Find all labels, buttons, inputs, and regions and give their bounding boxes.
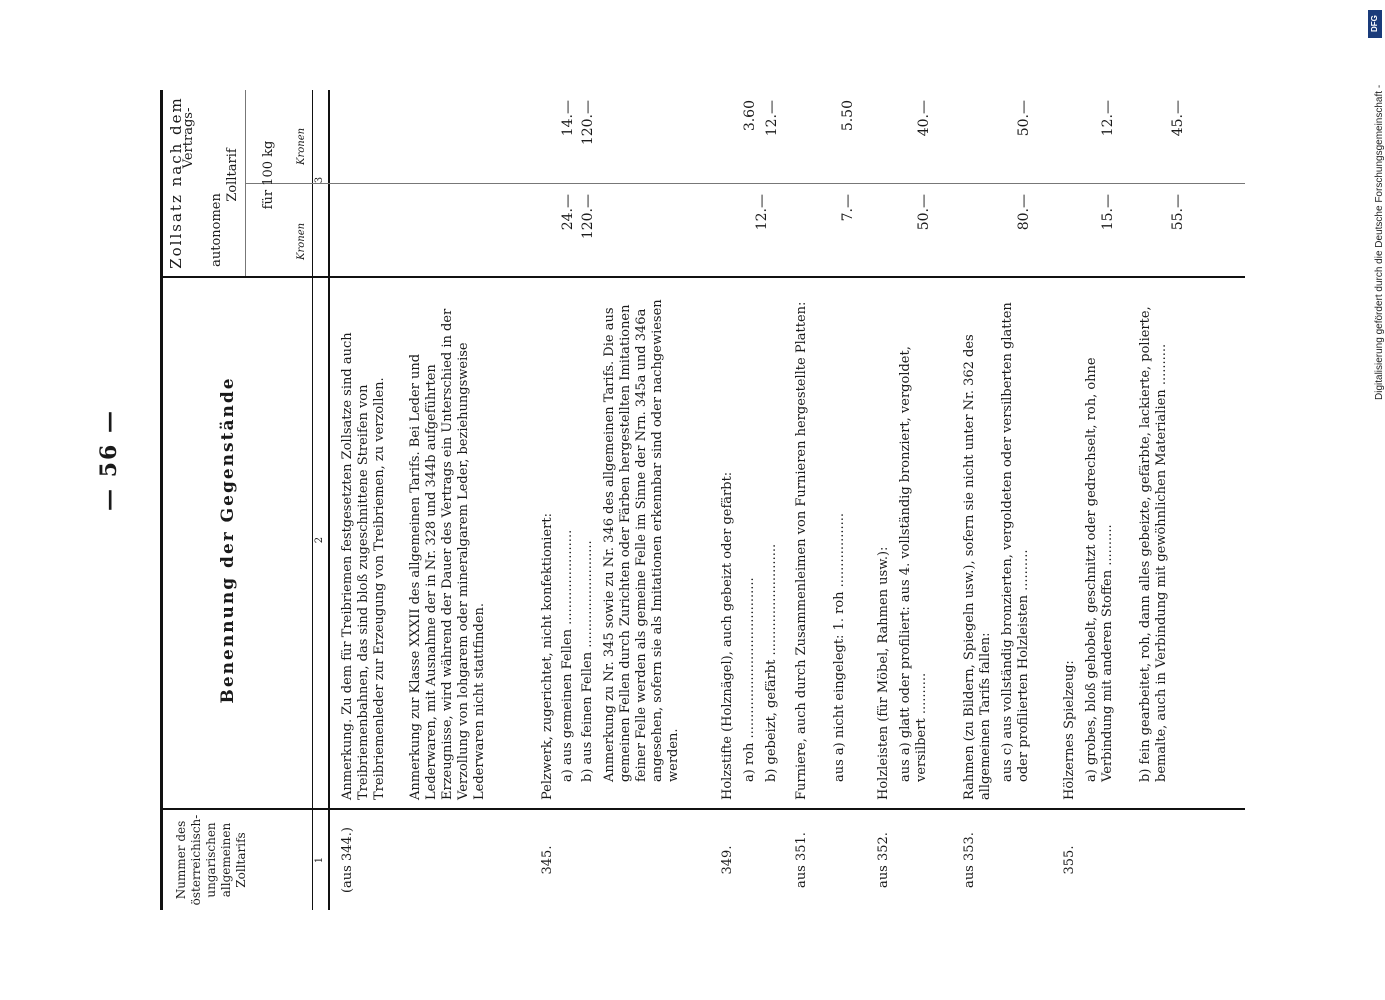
unit-kronen-treaty: Kronen xyxy=(296,127,307,165)
row-number: 355. xyxy=(1062,845,1077,875)
row-text: Hölzernes Spielzeug: xyxy=(1062,660,1077,800)
row-auto-value: 80.— xyxy=(1016,194,1032,231)
unit-kronen-autonomous: Kronen xyxy=(296,222,307,260)
row-treaty-value: 120.— xyxy=(580,100,596,146)
header-col3-treaty: Vertrags- xyxy=(181,107,196,169)
row-treaty-value: 45.— xyxy=(1170,100,1186,137)
row-text: aus a) nicht eingelegt: 1. roh .................. xyxy=(832,512,847,782)
row-text: Anmerkung zur Klasse XXXII des allgemeinen Tarifs. Bei Leder und Lederwaren, mit Ausnahme der in Nr. 328 und 344b aufgeführten Erzeugnisse, wird während der Dauer des Vertrags ein Unterschied in der Verzollung von lohgarem oder mineralgarem Leder, beziehungsweise Lederwaren nicht stattfinden. xyxy=(408,308,487,800)
header-bottom-rule xyxy=(312,90,313,910)
table-top-rule xyxy=(160,90,163,910)
row-text: b) aus feinen Fellen .......................... xyxy=(580,540,595,782)
row-number: aus 352. xyxy=(876,832,891,888)
col-rule-3 xyxy=(245,183,1245,184)
row-treaty-value: 14.— xyxy=(560,100,576,137)
digitization-credit: Digitalisierung gefördert durch die Deutsche Forschungsgemeinschaft - xyxy=(1374,84,1385,400)
header-col3-per: für 100 kg xyxy=(261,140,276,210)
header-col3-tariff: Zolltarif xyxy=(225,148,240,202)
header-col3-autonomous: autonomen xyxy=(209,193,224,267)
col-rule-1 xyxy=(160,808,1245,810)
row-text: a) aus gemeinen Fellen ....................... xyxy=(560,529,575,782)
row-treaty-value: 50.— xyxy=(1016,100,1032,137)
colnum-1: 1 xyxy=(314,856,325,864)
row-text: Holzleisten (für Möbel, Rahmen usw.): xyxy=(876,546,891,800)
dfg-badge: DFG xyxy=(1368,10,1382,38)
row-text: Holzstifte (Holznägel), auch gebeizt oder gefärbt: xyxy=(720,471,735,800)
row-text: a) roh ....................................... xyxy=(742,577,757,782)
colnum-2: 2 xyxy=(314,536,325,544)
row-number: aus 353. xyxy=(962,832,977,888)
row-number: aus 351. xyxy=(794,832,809,888)
row-auto-value: 12.— xyxy=(754,194,770,231)
page-number: — 56 — xyxy=(96,409,122,511)
row-text: Anmerkung. Zu dem für Treibriemen festgesetzten Zollsatze sind auch Treibriemenbahnen, das sind bloß zugeschnittene Streifen von Treibriemenleder zur Erzeugung von Treibriemen, zu verzollen. xyxy=(340,332,387,800)
row-number: (aus 344.) xyxy=(340,827,355,894)
row-auto-value: 50.— xyxy=(916,194,932,231)
row-number: 349. xyxy=(720,845,735,875)
row-auto-value: 24.— xyxy=(560,194,576,231)
row-text: aus c) aus vollständig bronzierten, vergoldeten oder versilberten glatten oder profilierten Holzleisten .......... xyxy=(1000,302,1031,782)
row-treaty-value: 12.— xyxy=(1100,100,1116,137)
row-text: a) grobes, bloß gehobelt, geschnitzt oder gedrechselt, roh, ohne Verbindung mit anderen Stoffen .......... xyxy=(1084,357,1115,782)
colnum-bottom-rule xyxy=(328,90,330,910)
row-text: Pelzwerk, zugerichtet, nicht konfektioniert: xyxy=(540,513,555,800)
col-rule-2 xyxy=(160,276,1245,278)
row-treaty-value: 5.50 xyxy=(840,100,856,132)
row-auto-value: 15.— xyxy=(1100,194,1116,231)
header-col2: Benennung der Gegenstände xyxy=(218,376,238,704)
row-treaty-value: 12.— xyxy=(764,100,780,137)
colnum-3: 3 xyxy=(314,176,325,184)
row-text: aus a) glatt oder profiliert: aus 4. vollständig bronziert, vergoldet, versilbert .......... xyxy=(898,346,929,782)
row-text: Furniere, auch durch Zusammenleimen von Furnieren hergestellte Platten: xyxy=(794,301,809,800)
row-text: b) gebeizt, gefärbt ........................... xyxy=(764,543,779,782)
row-treaty-value: 40.— xyxy=(916,100,932,137)
tariff-table xyxy=(160,90,1245,910)
col3-header-rule xyxy=(245,90,246,276)
row-text: Rahmen (zu Bildern, Spiegeln usw.), sofern sie nicht unter Nr. 362 des allgemeinen Tarifs fallen: xyxy=(962,334,993,800)
row-auto-value: 7.— xyxy=(840,194,856,222)
row-text: b) fein gearbeitet, roh, dann alles gebeizte, gefärbte, lackierte, polierte, bemalte, auch in Verbindung mit gewöhnlichen Materialien .......... xyxy=(1138,306,1169,782)
row-treaty-value: 3.60 xyxy=(742,100,758,132)
row-number: 345. xyxy=(540,845,555,875)
row-auto-value: 120.— xyxy=(580,194,596,240)
header-col3-title: Zollsatz nach dem xyxy=(167,96,185,269)
header-col1: Nummer des österreichisch-ungarischen allgemeinen Zolltarifs xyxy=(174,814,248,906)
row-auto-value: 55.— xyxy=(1170,194,1186,231)
row-text: Anmerkung zu Nr. 345 sowie zu Nr. 346 des allgemeinen Tarifs. Die aus gemeinen Fellen durch Zurichten oder Färben hergestellten Imitationen feiner Felle werden als gemeine Felle im Sinne der Nrn. 345a und 346a angesehen, sofern sie als Imitationen erkennbar sind oder nachgewiesen werden. xyxy=(602,299,681,782)
